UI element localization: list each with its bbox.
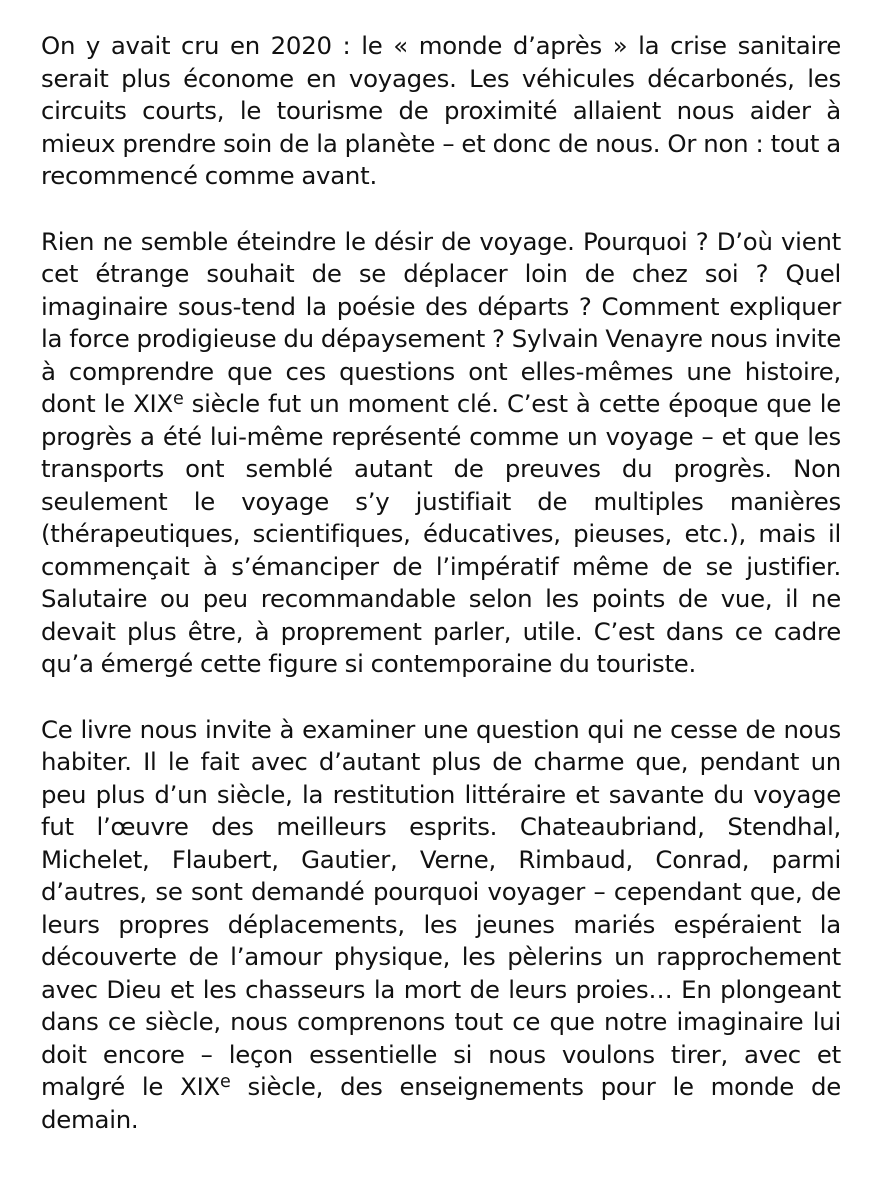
- paragraph-3-text-end: siècle, des enseignements pour le monde de demain.: [41, 1072, 841, 1134]
- paragraph-2-text-end: siècle fut un moment clé. C’est à cette époque que le progrès a été lui-même représenté comme un voyage – et que les transports ont semblé autant de preuves du progrès. Non seulement le voyage s’y justifiait de multiples manières (thérapeutiques, scientifiques, éducatives, pieuses, etc.), mais il commençait à s’émanciper de l’impératif même de se justifier. Salutaire ou peu recommandable selon les points de vue, il ne devait plus être, à proprement parler, utile. C’est dans ce cadre qu’a émergé cette figure si contemporaine du touriste.: [41, 389, 841, 678]
- century-superscript: e: [172, 389, 184, 410]
- paragraph-3-text-start: Ce livre nous invite à examiner une question qui ne cesse de nous habiter. Il le fait avec d’autant plus de charme que, pendant un peu plus d’un siècle, la restitution littéraire et savante du voyage fut l’œuvre des meilleurs esprits. Chateaubriand, Stendhal, Michelet, Flaubert, Gautier, Verne, Rimbaud, Conrad, parmi d’autres, se sont demandé pourquoi voyager – cependant que, de leurs propres déplacements, les jeunes mariés espéraient la découverte de l’amour physique, les pèlerins un rapprochement avec Dieu et les chasseurs la mort de leurs proies… En plongeant dans ce siècle, nous comprenons tout ce que notre imaginaire lui doit encore – leçon essentielle si nous voulons tirer, avec et malgré le XIX: [41, 714, 841, 1101]
- book-blurb: [41, 30, 841, 1136]
- paragraph-2: [41, 226, 841, 681]
- paragraph-2-text-start: Rien ne semble éteindre le désir de voyage. Pourquoi ? D’où vient cet étrange souhait de se déplacer loin de chez soi ? Quel imaginaire sous-tend la poésie des départs ? Comment expliquer la force prodigieuse du dépaysement ? Sylvain Venayre nous invite à comprendre que ces questions ont elles-mêmes une histoire, dont le XIX: [41, 226, 841, 418]
- paragraph-1: [41, 30, 841, 193]
- paragraph-3: [41, 714, 841, 1137]
- paragraph-1-text: On y avait cru en 2020 : le « monde d’après » la crise sanitaire serait plus économe en voyages. Les véhicules décarbonés, les circuits courts, le tourisme de proximité allaient nous aider à mieux prendre soin de la planète – et donc de nous. Or non : tout a recommencé comme avant.: [41, 31, 841, 190]
- century-superscript: e: [220, 1072, 231, 1093]
